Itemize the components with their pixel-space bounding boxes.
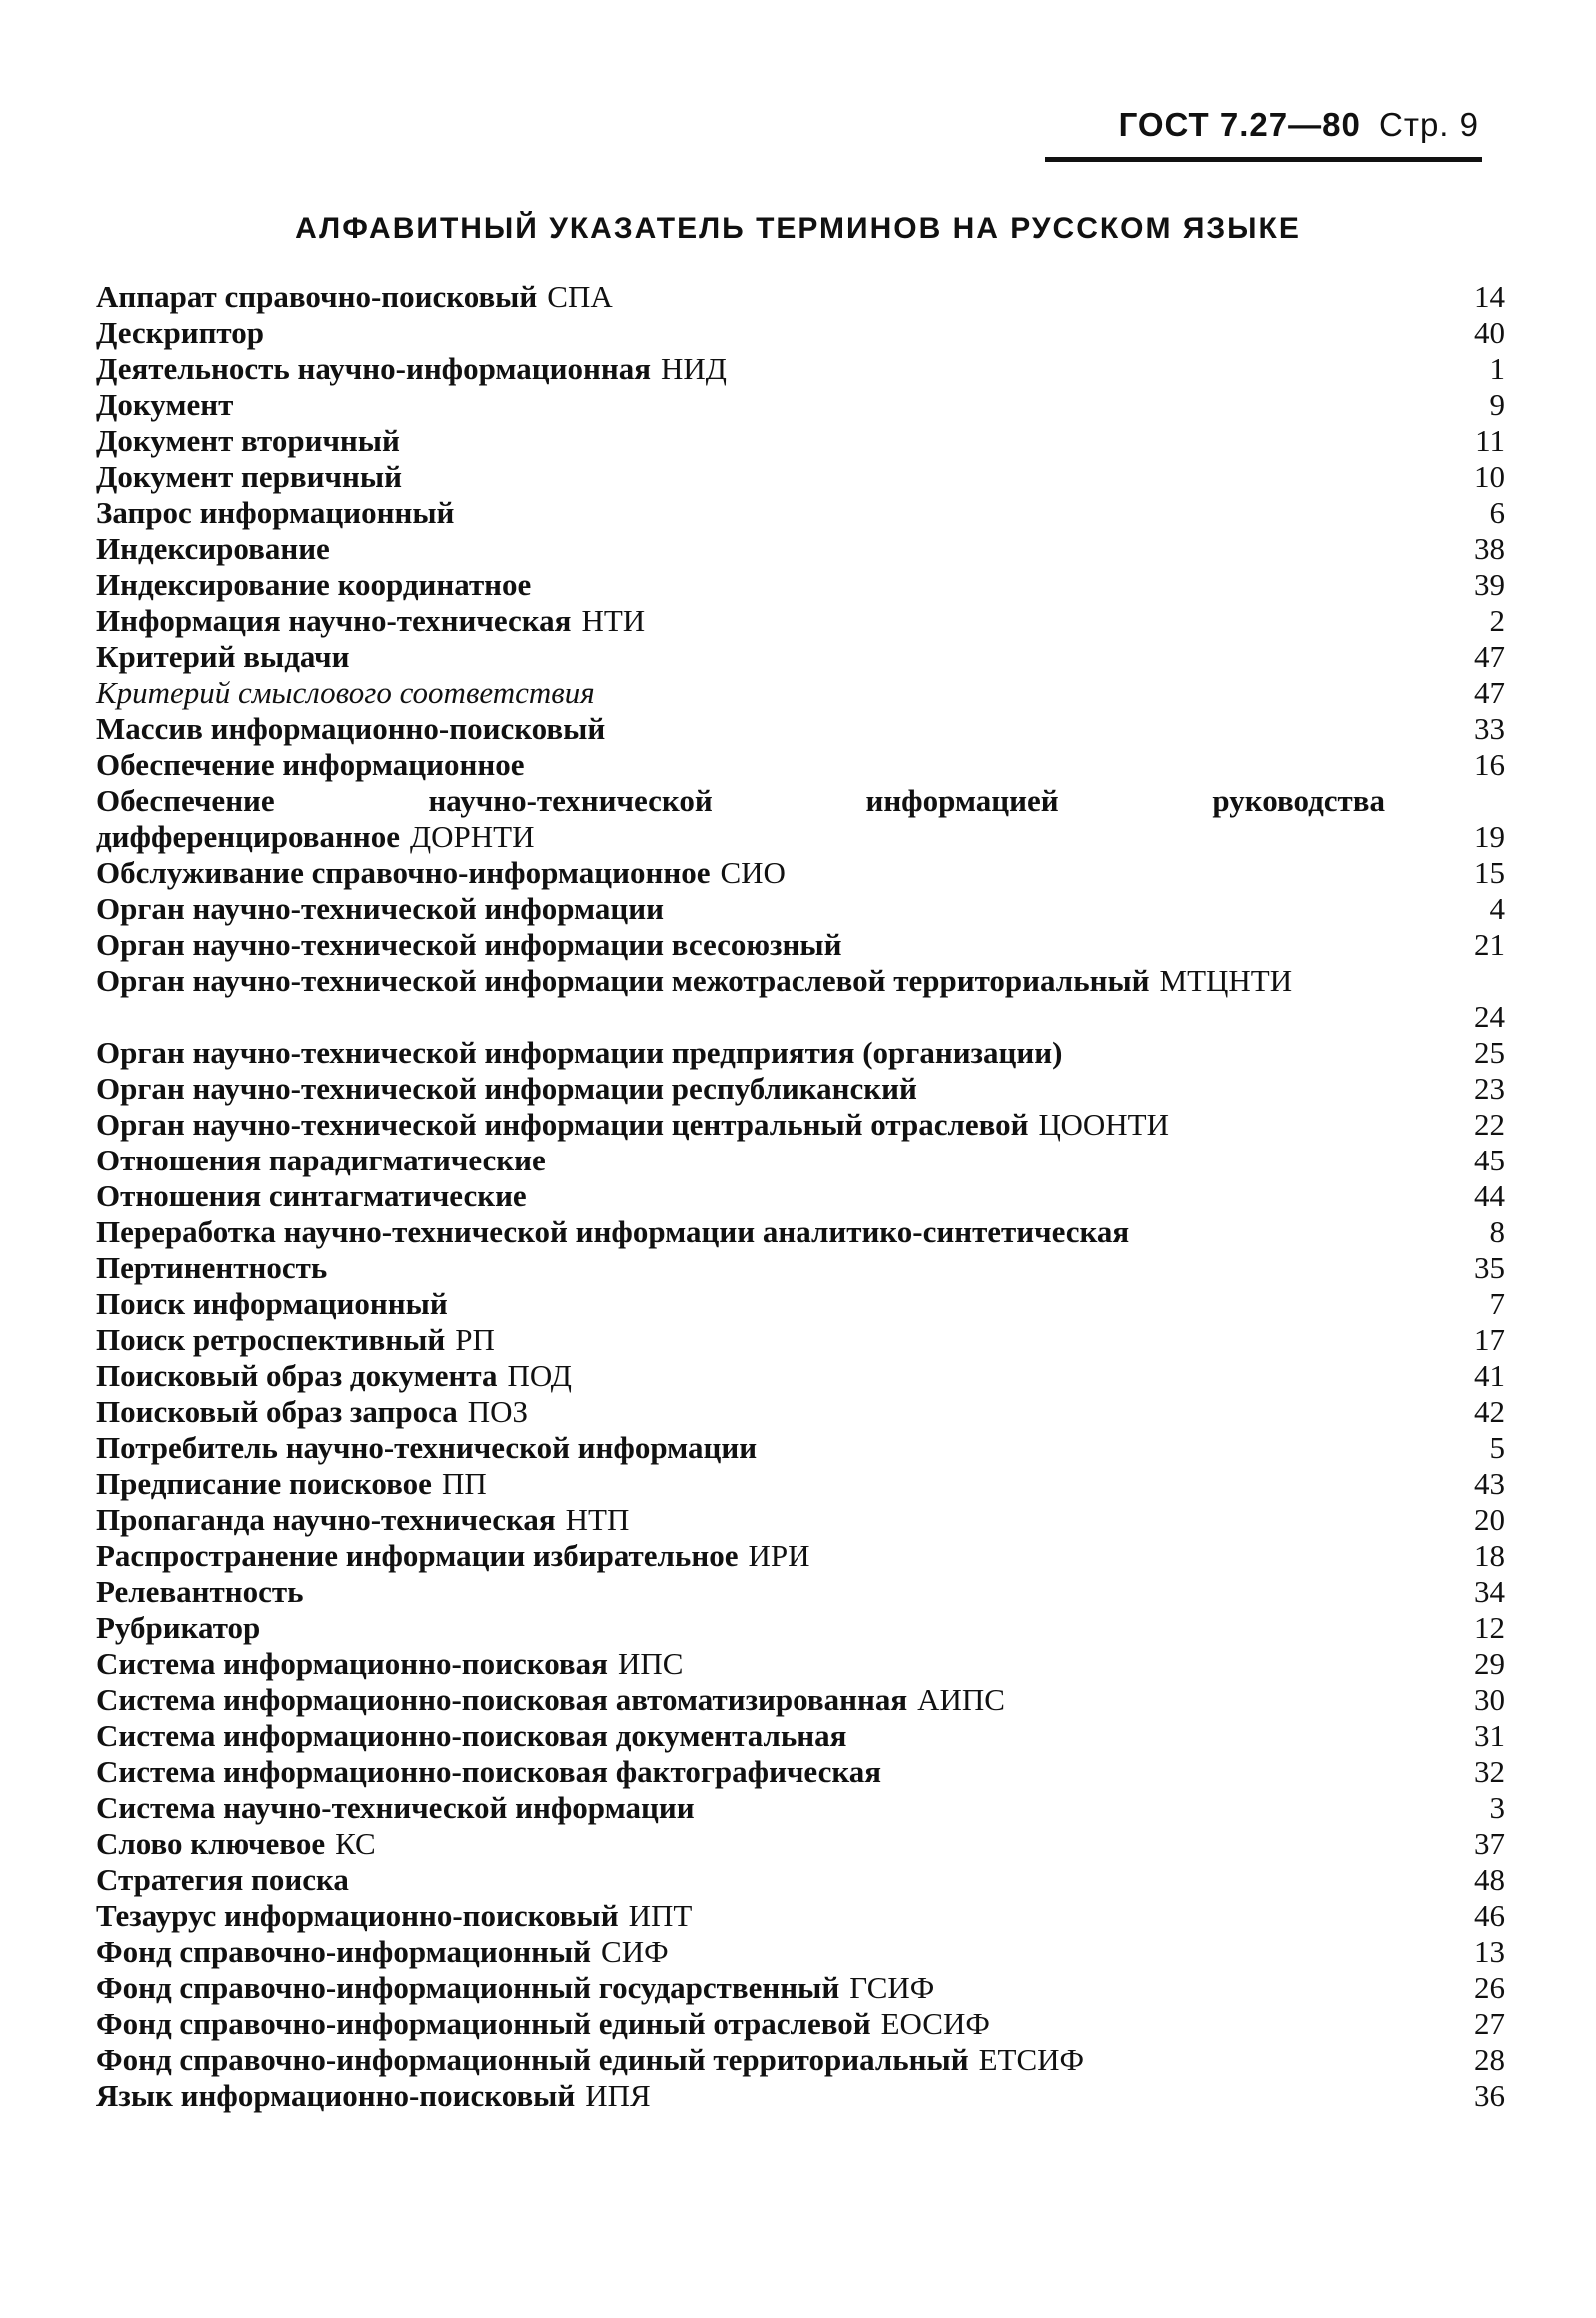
index-entry (96, 423, 1505, 459)
index-entry (96, 2042, 1505, 2078)
term-number: 11 (1475, 423, 1505, 458)
term-text: Фонд справочно-информационный единый территориальный (96, 2042, 969, 2077)
index-term (96, 1143, 1385, 1178)
index-title: АЛФАВИТНЫЙ УКАЗАТЕЛЬ ТЕРМИНОВ НА РУССКОМ ЯЗЫКЕ (295, 212, 1301, 245)
term-text: Слово ключевое (96, 1826, 326, 1861)
term-text: Система информационно-поисковая документальная (96, 1718, 847, 1753)
term-abbreviation: АИПС (917, 1682, 1005, 1717)
index-term (96, 1358, 1385, 1394)
index-entry (96, 603, 1505, 639)
term-number: 4 (1489, 891, 1505, 926)
index-term (96, 1430, 1385, 1466)
term-text: Распространение информации избирательное (96, 1538, 739, 1573)
index-entry (96, 855, 1505, 891)
term-abbreviation: КС (335, 1826, 376, 1861)
index-entry (96, 387, 1505, 423)
term-number: 45 (1474, 1143, 1505, 1177)
term-number: 25 (1474, 1035, 1505, 1070)
index-entry (96, 1826, 1505, 1862)
term-text: Система информационно-поисковая (96, 1646, 608, 1681)
term-abbreviation: НТП (565, 1502, 630, 1537)
term-text: Рубрикатор (96, 1610, 261, 1645)
term-number: 1 (1489, 351, 1505, 386)
term-text: Орган научно-технической информации предприятия (организации) (96, 1035, 1063, 1070)
page-header (1119, 106, 1479, 144)
term-number: 29 (1474, 1646, 1505, 1681)
term-text: Тезаурус информационно-поисковый (96, 1898, 619, 1933)
term-number: 44 (1474, 1178, 1505, 1213)
index-entry (96, 567, 1505, 603)
term-number: 48 (1474, 1862, 1505, 1897)
term-text: Система научно-технической информации (96, 1790, 695, 1825)
index-entry (96, 495, 1505, 531)
index-entry (96, 747, 1505, 783)
term-number: 33 (1474, 711, 1505, 746)
term-text: Переработка научно-технической информации аналитико-синтетическая (96, 1214, 1130, 1249)
term-number: 12 (1474, 1610, 1505, 1645)
index-term (96, 2078, 1385, 2114)
term-text: Критерий смыслового соответствия (96, 675, 595, 710)
index-entry (96, 639, 1505, 675)
term-number: 14 (1474, 279, 1505, 314)
index-term (96, 567, 1385, 603)
index-term (96, 1826, 1385, 1862)
index-term (96, 1538, 1385, 1574)
term-number: 7 (1489, 1286, 1505, 1321)
term-abbreviation: НИД (661, 351, 727, 386)
index-entry (96, 1107, 1505, 1143)
index-term (96, 639, 1385, 675)
term-number: 17 (1474, 1322, 1505, 1357)
term-abbreviation: ПОД (507, 1358, 572, 1393)
term-number: 37 (1474, 1826, 1505, 1861)
index-entry (96, 1358, 1505, 1394)
term-text: Система информационно-поисковая фактографическая (96, 1754, 881, 1789)
index-term (96, 927, 1385, 963)
term-number: 6 (1489, 495, 1505, 530)
standard-designation: ГОСТ 7.27—80 (1118, 106, 1361, 143)
term-abbreviation: ИПЯ (585, 2078, 651, 2113)
term-number: 19 (1474, 819, 1505, 854)
index-term (96, 855, 1385, 891)
index-term (96, 1322, 1385, 1358)
term-abbreviation: ИПС (617, 1646, 684, 1681)
term-text: Орган научно-технической информации всесоюзный (96, 927, 842, 962)
term-text: Массив информационно-поисковый (96, 711, 606, 746)
index-entry (96, 1035, 1505, 1071)
term-abbreviation: МТЦНТИ (1159, 963, 1293, 998)
term-text: Деятельность научно-информационная (96, 351, 652, 386)
term-text: Язык информационно-поисковый (96, 2078, 576, 2113)
index-entry (96, 2006, 1505, 2042)
term-number: 5 (1489, 1430, 1505, 1465)
term-text: Фонд справочно-информационный единый отраслевой (96, 2006, 871, 2041)
term-number: 15 (1474, 855, 1505, 890)
index-entry (96, 1394, 1505, 1430)
index-entry (96, 2078, 1505, 2114)
term-number: 2 (1489, 603, 1505, 638)
index-entry (96, 1250, 1505, 1286)
term-abbreviation: ЦООНТИ (1038, 1107, 1169, 1142)
term-abbreviation: ИРИ (748, 1538, 810, 1573)
term-text: Поиск ретроспективный (96, 1322, 446, 1357)
index-term (96, 1934, 1385, 1970)
term-text: Аппарат справочно-поисковый (96, 279, 538, 314)
term-index-list (96, 279, 1505, 2114)
term-abbreviation: СИФ (601, 1934, 669, 1969)
term-text: Дескриптор (96, 315, 264, 350)
index-term (96, 459, 1385, 495)
term-number: 32 (1474, 1754, 1505, 1789)
term-abbreviation: ДОРНТИ (409, 819, 535, 854)
index-term (96, 1035, 1385, 1071)
index-entry (96, 1214, 1505, 1250)
term-text: Релевантность (96, 1574, 304, 1609)
header-rule (1045, 157, 1482, 162)
term-text: Пропаганда научно-техническая (96, 1502, 556, 1537)
index-term (96, 531, 1385, 567)
index-term (96, 1682, 1385, 1718)
term-text: Фонд справочно-информационный (96, 1934, 592, 1969)
term-number: 41 (1474, 1358, 1505, 1393)
term-number: 47 (1474, 675, 1505, 710)
index-term (96, 1394, 1385, 1430)
term-number: 8 (1489, 1214, 1505, 1249)
index-entry (96, 1538, 1505, 1574)
index-term (96, 1862, 1385, 1898)
term-text: Предписание поисковое (96, 1466, 432, 1501)
index-entry (96, 1574, 1505, 1610)
term-number: 18 (1474, 1538, 1505, 1573)
index-term (96, 1646, 1385, 1682)
index-term (96, 2006, 1385, 2042)
term-number: 36 (1474, 2078, 1505, 2113)
term-abbreviation: ГСИФ (849, 1970, 935, 2005)
index-term (96, 1610, 1385, 1646)
index-entry (96, 279, 1505, 315)
index-entry (96, 1754, 1505, 1790)
index-term (96, 387, 1385, 423)
index-entry (96, 459, 1505, 495)
index-term (96, 603, 1385, 639)
term-abbreviation: СПА (547, 279, 613, 314)
page-number: Стр. 9 (1379, 106, 1479, 143)
index-entry (96, 1322, 1505, 1358)
index-term (96, 675, 1385, 711)
index-entry (96, 351, 1505, 387)
term-number: 35 (1474, 1250, 1505, 1285)
index-entry (96, 927, 1505, 963)
index-entry (96, 783, 1505, 855)
index-entry (96, 1466, 1505, 1502)
term-number: 38 (1474, 531, 1505, 566)
term-number: 28 (1474, 2042, 1505, 2077)
term-number: 9 (1489, 387, 1505, 422)
term-text: Документ (96, 387, 234, 422)
index-entry (96, 1502, 1505, 1538)
index-entry (96, 1430, 1505, 1466)
index-entry (96, 1071, 1505, 1107)
index-term (96, 1107, 1385, 1143)
term-text: Обслуживание справочно-информационное (96, 855, 711, 890)
term-text: Документ первичный (96, 459, 402, 494)
index-term (96, 1502, 1385, 1538)
index-entry (96, 315, 1505, 351)
index-term (96, 1754, 1385, 1790)
index-entry (96, 711, 1505, 747)
index-entry (96, 1143, 1505, 1178)
term-number: 46 (1474, 1898, 1505, 1933)
index-term (96, 423, 1385, 459)
term-number: 21 (1474, 927, 1505, 962)
term-number: 30 (1474, 1682, 1505, 1717)
term-text: Обеспечение информационное (96, 747, 525, 782)
index-entry (96, 963, 1505, 1035)
index-term (96, 1898, 1385, 1934)
term-number: 31 (1474, 1718, 1505, 1753)
term-abbreviation: НТИ (581, 603, 646, 638)
index-entry (96, 1646, 1505, 1682)
term-number: 13 (1474, 1934, 1505, 1969)
index-term (96, 1574, 1385, 1610)
index-term (96, 351, 1385, 387)
index-entry (96, 675, 1505, 711)
term-text: Документ вторичный (96, 423, 400, 458)
term-number: 10 (1474, 459, 1505, 494)
index-term (96, 1286, 1385, 1322)
term-text: Индексирование (96, 531, 330, 566)
term-abbreviation: ЕОСИФ (880, 2006, 990, 2041)
index-term (96, 1790, 1385, 1826)
index-term (96, 495, 1385, 531)
index-entry (96, 1682, 1505, 1718)
term-text: Орган научно-технической информации межотраслевой территориальный (96, 963, 1150, 998)
term-number: 43 (1474, 1466, 1505, 1501)
index-entry (96, 1862, 1505, 1898)
term-text: Потребитель научно-технической информации (96, 1430, 758, 1465)
term-abbreviation: ПП (441, 1466, 487, 1501)
term-text: Запрос информационный (96, 495, 455, 530)
term-text: Поиск информационный (96, 1286, 448, 1321)
index-term (96, 747, 1385, 783)
term-number: 34 (1474, 1574, 1505, 1609)
index-term (96, 1071, 1385, 1107)
term-text: Орган научно-технической информации республиканский (96, 1071, 917, 1106)
index-term (96, 1466, 1385, 1502)
index-entry (96, 531, 1505, 567)
index-entry (96, 1898, 1505, 1934)
term-text: Стратегия поиска (96, 1862, 349, 1897)
index-entry (96, 1178, 1505, 1214)
term-abbreviation: ПОЗ (467, 1394, 529, 1429)
term-number: 24 (1474, 999, 1505, 1034)
index-term (96, 1970, 1385, 2006)
term-abbreviation: ЕТСИФ (978, 2042, 1085, 2077)
term-number: 47 (1474, 639, 1505, 674)
index-term (96, 963, 1385, 999)
term-number: 27 (1474, 2006, 1505, 2041)
term-number: 26 (1474, 1970, 1505, 2005)
term-number: 42 (1474, 1394, 1505, 1429)
term-number: 40 (1474, 315, 1505, 350)
term-number: 20 (1474, 1502, 1505, 1537)
index-term (96, 2042, 1385, 2078)
term-text: Система информационно-поисковая автоматизированная (96, 1682, 908, 1717)
term-abbreviation: СИО (720, 855, 786, 890)
index-term (96, 1214, 1385, 1250)
index-term (96, 279, 1385, 315)
index-entry (96, 891, 1505, 927)
index-term (96, 711, 1385, 747)
index-term (96, 1718, 1385, 1754)
term-number: 23 (1474, 1071, 1505, 1106)
term-abbreviation: ИПТ (628, 1898, 693, 1933)
term-text: Поисковый образ документа (96, 1358, 498, 1393)
index-entry (96, 1718, 1505, 1754)
term-text: Отношения парадигматические (96, 1143, 546, 1177)
term-number: 22 (1474, 1107, 1505, 1142)
term-text: Поисковый образ запроса (96, 1394, 458, 1429)
term-text: Орган научно-технической информации (96, 891, 664, 926)
term-number: 39 (1474, 567, 1505, 602)
index-entry (96, 1286, 1505, 1322)
index-term (96, 891, 1385, 927)
term-text: Орган научно-технической информации центральный отраслевой (96, 1107, 1029, 1142)
index-term (96, 1178, 1385, 1214)
term-text: Отношения синтагматические (96, 1178, 527, 1213)
term-text: Критерий выдачи (96, 639, 350, 674)
index-entry (96, 1934, 1505, 1970)
term-text: Пертинентность (96, 1250, 328, 1285)
term-text: Фонд справочно-информационный государственный (96, 1970, 840, 2005)
index-term (96, 1250, 1385, 1286)
index-entry (96, 1970, 1505, 2006)
index-term (96, 315, 1385, 351)
term-text: Обеспечение научно-технической информацией руководства дифференцированное (96, 783, 1385, 854)
term-number: 3 (1489, 1790, 1505, 1825)
index-entry (96, 1610, 1505, 1646)
index-term (96, 783, 1385, 855)
index-entry (96, 1790, 1505, 1826)
term-text: Информация научно-техническая (96, 603, 572, 638)
term-number: 16 (1474, 747, 1505, 782)
term-text: Индексирование координатное (96, 567, 532, 602)
term-abbreviation: РП (455, 1322, 495, 1357)
